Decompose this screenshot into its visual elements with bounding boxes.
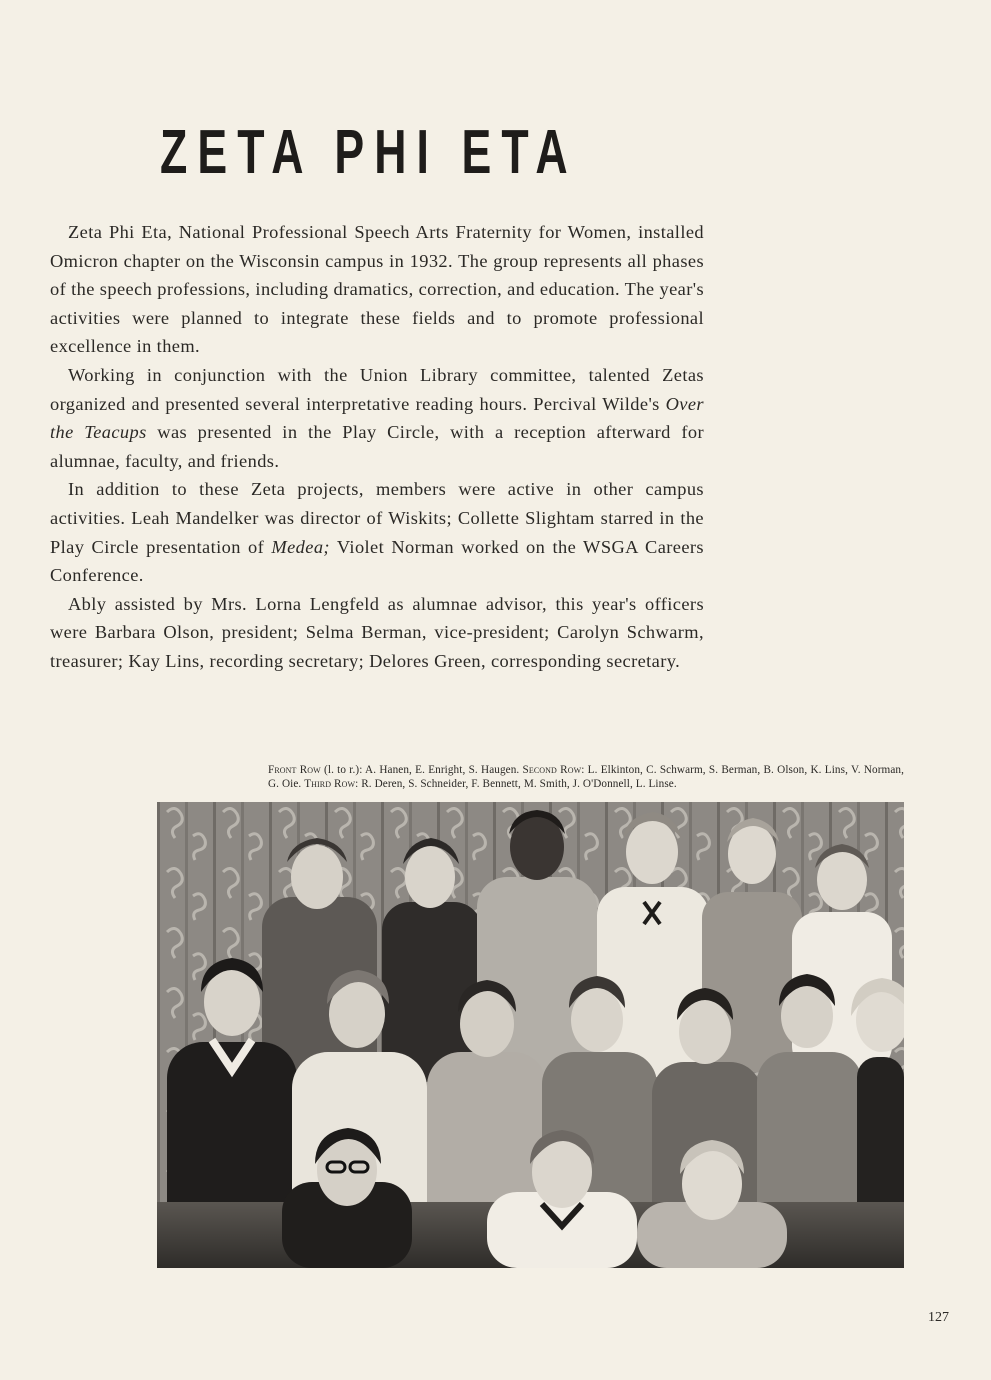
- paragraph-2-text-end: was presented in the Play Circle, with a reception afterward for alumnae, faculty, and friends.: [50, 422, 704, 471]
- play-title-over-the-teacups: Over the Teacups: [50, 393, 704, 443]
- group-photograph: [157, 802, 904, 1268]
- caption-front-row-label: Front Row: [268, 764, 321, 776]
- caption-third-row-names: : R. Deren, S. Schneider, F. Bennett, M. Smith, J. O'Donnell, L. Linse.: [355, 777, 677, 790]
- paragraph-2-text: Working in conjunction with the Union Library committee, talented Zetas organized and presented several interpretative reading hours. Percival Wilde's: [50, 364, 704, 414]
- page-number: 127: [928, 1310, 949, 1325]
- paragraph-2: [50, 361, 704, 475]
- paragraph-3-text-end: Violet Norman worked on the WSGA Careers Conference.: [50, 536, 704, 586]
- paragraph-3: [50, 475, 704, 589]
- caption-front-row-names: (l. to r.): A. Hanen, E. Enright, S. Haugen.: [320, 764, 523, 776]
- paragraph-4: Ably assisted by Mrs. Lorna Lengfeld as alumnae advisor, this year's officers were Barbara Olson, president; Selma Berman, vice-president; Carolyn Schwarm, treasurer; Kay Lins, recording secretary; Delores Green, corresponding secretary.: [50, 593, 704, 671]
- group-photo-illustration: [157, 802, 904, 1268]
- caption-second-row-label: Second Row: [522, 764, 582, 776]
- play-title-medea: Medea;: [271, 536, 330, 557]
- caption-second-row-names: : L. Elkinton, C. Schwarm, S. Berman, B. Olson, K. Lins, V. Norman, G. Oie.: [268, 764, 904, 790]
- article-body: [50, 218, 704, 676]
- paragraph-3-text: In addition to these Zeta projects, members were active in other campus activities. Leah Mandelker was director of Wiskits; Collette Slightam starred in the Play Circle presentation of: [50, 479, 704, 557]
- paragraph-1: Zeta Phi Eta, National Professional Speech Arts Fraternity for Women, installed Omicron chapter on the Wisconsin campus in 1932. The group represents all phases of the speech professions, including dramatics, correction, and education. The year's activities were planned to integrate these fields and to promote professional excellence in them.: [50, 222, 704, 357]
- caption-third-row-label: Third Row: [304, 777, 356, 790]
- photo-caption: [268, 764, 904, 791]
- page-title: ZETA PHI ETA: [160, 118, 578, 187]
